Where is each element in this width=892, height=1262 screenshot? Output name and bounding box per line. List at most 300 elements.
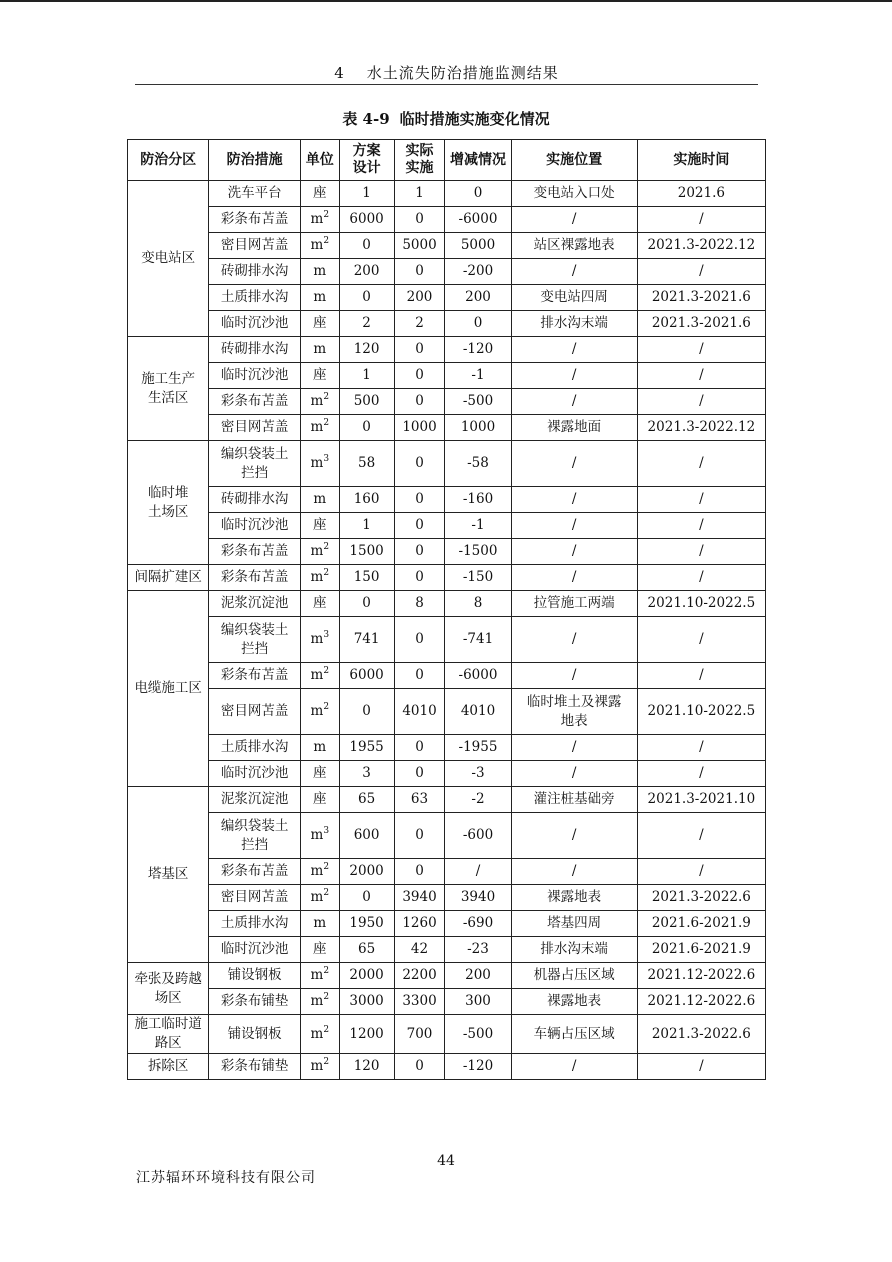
unit-cell: [300, 415, 339, 441]
actual-cell: 2: [394, 311, 445, 337]
location-cell: /: [511, 735, 637, 761]
location-cell: 裸露地面: [511, 415, 637, 441]
actual-cell: 0: [394, 617, 445, 663]
col-header-actual: 实际实施: [394, 140, 445, 181]
measure-cell: 彩条布苫盖: [209, 389, 301, 415]
location-cell: /: [511, 389, 637, 415]
unit-superscript: 3: [323, 826, 330, 836]
table-row: [128, 859, 766, 885]
unit-cell: [300, 539, 339, 565]
change-cell: -3: [445, 761, 511, 787]
unit-text: m: [310, 419, 324, 435]
unit-cell: [300, 937, 339, 963]
design-cell: 6000: [339, 663, 394, 689]
zone-cell: 间隔扩建区: [128, 565, 209, 591]
unit-text: m: [310, 543, 324, 559]
actual-cell: 63: [394, 787, 445, 813]
measure-cell: 彩条布苫盖: [209, 207, 301, 233]
time-cell: /: [637, 207, 765, 233]
col-header-zone: 防治分区: [128, 140, 209, 181]
unit-text: m: [310, 993, 324, 1009]
actual-cell: 0: [394, 565, 445, 591]
unit-cell: [300, 487, 339, 513]
location-cell: /: [511, 441, 637, 487]
design-cell: 200: [339, 259, 394, 285]
change-cell: 4010: [445, 689, 511, 735]
measure-cell: 编织袋装土拦挡: [209, 617, 301, 663]
unit-text: m: [310, 1025, 324, 1042]
unit-text: m: [313, 491, 327, 507]
change-cell: -741: [445, 617, 511, 663]
actual-cell: 700: [394, 1015, 445, 1054]
table-row: [128, 911, 766, 937]
table-row: [128, 363, 766, 389]
unit-cell: [300, 363, 339, 389]
header-rule: [135, 84, 758, 85]
change-cell: -200: [445, 259, 511, 285]
location-cell: 拉管施工两端: [511, 591, 637, 617]
measure-cell: 泥浆沉淀池: [209, 787, 301, 813]
actual-cell: 0: [394, 761, 445, 787]
measure-cell: 彩条布苫盖: [209, 565, 301, 591]
design-cell: 0: [339, 689, 394, 735]
table-row: [128, 181, 766, 207]
actual-cell: 0: [394, 441, 445, 487]
actual-cell: 0: [394, 539, 445, 565]
time-cell: /: [637, 617, 765, 663]
unit-superscript: 3: [323, 454, 330, 464]
unit-text: m: [313, 341, 327, 357]
change-cell: -1: [445, 363, 511, 389]
table-row: [128, 617, 766, 663]
unit-superscript: 2: [323, 666, 330, 676]
design-cell: 3: [339, 761, 394, 787]
actual-cell: 8: [394, 591, 445, 617]
unit-text: m: [310, 211, 324, 227]
location-cell: 裸露地表: [511, 989, 637, 1015]
change-cell: -120: [445, 337, 511, 363]
measure-cell: 铺设钢板: [209, 1015, 301, 1054]
table-row: [128, 1015, 766, 1054]
time-cell: 2021.3-2022.12: [637, 233, 765, 259]
zone-cell: 变电站区: [128, 181, 209, 337]
time-cell: 2021.3-2021.10: [637, 787, 765, 813]
actual-cell: 0: [394, 389, 445, 415]
measure-cell: 土质排水沟: [209, 735, 301, 761]
measure-cell: 砖砌排水沟: [209, 487, 301, 513]
measure-cell: 土质排水沟: [209, 285, 301, 311]
unit-superscript: 3: [323, 630, 330, 640]
unit-cell: [300, 787, 339, 813]
design-cell: 150: [339, 565, 394, 591]
page-header: [135, 62, 758, 83]
design-cell: 2000: [339, 963, 394, 989]
actual-cell: 3940: [394, 885, 445, 911]
unit-text: 座: [313, 791, 327, 807]
measure-cell: 临时沉沙池: [209, 761, 301, 787]
unit-superscript: 2: [323, 542, 330, 552]
measure-cell: 临时沉沙池: [209, 311, 301, 337]
col-header-measure: 防治措施: [209, 140, 301, 181]
zone-cell: 拆除区: [128, 1054, 209, 1080]
change-cell: -1955: [445, 735, 511, 761]
unit-superscript: 2: [323, 1024, 330, 1035]
unit-cell: [300, 1054, 339, 1080]
unit-superscript: 2: [323, 392, 330, 402]
table-row: [128, 689, 766, 735]
measure-cell: 彩条布铺垫: [209, 989, 301, 1015]
unit-text: 座: [313, 765, 327, 781]
unit-text: m: [310, 393, 324, 409]
unit-text: 座: [313, 941, 327, 957]
col-header-change: 增减情况: [445, 140, 511, 181]
unit-text: m: [313, 289, 327, 305]
time-cell: 2021.10-2022.5: [637, 689, 765, 735]
change-cell: -58: [445, 441, 511, 487]
unit-superscript: 2: [323, 236, 330, 246]
time-cell: 2021.6-2021.9: [637, 937, 765, 963]
actual-cell: 0: [394, 859, 445, 885]
measure-cell: 临时沉沙池: [209, 513, 301, 539]
table-row: [128, 389, 766, 415]
measure-cell: 彩条布苫盖: [209, 539, 301, 565]
unit-text: m: [310, 889, 324, 905]
page-number: 44: [437, 1153, 455, 1169]
measure-cell: 铺设钢板: [209, 963, 301, 989]
unit-text: m: [313, 263, 327, 279]
table-row: [128, 311, 766, 337]
change-cell: -500: [445, 389, 511, 415]
table-row: [128, 591, 766, 617]
zone-cell: 施工生产生活区: [128, 337, 209, 441]
table-row: [128, 761, 766, 787]
col-header-location: 实施位置: [511, 140, 637, 181]
table-row: [128, 937, 766, 963]
actual-cell: 0: [394, 663, 445, 689]
design-cell: 120: [339, 337, 394, 363]
design-cell: 1200: [339, 1015, 394, 1054]
zone-cell: 塔基区: [128, 787, 209, 963]
unit-cell: [300, 441, 339, 487]
change-cell: -2: [445, 787, 511, 813]
actual-cell: 1: [394, 181, 445, 207]
location-cell: 排水沟末端: [511, 937, 637, 963]
measure-cell: 临时沉沙池: [209, 937, 301, 963]
measure-cell: 密目网苫盖: [209, 415, 301, 441]
measure-cell: 彩条布苫盖: [209, 663, 301, 689]
change-cell: 3940: [445, 885, 511, 911]
unit-text: m: [313, 739, 327, 755]
unit-cell: [300, 591, 339, 617]
unit-cell: [300, 389, 339, 415]
location-cell: /: [511, 813, 637, 859]
measures-table: [127, 139, 766, 1080]
time-cell: /: [637, 389, 765, 415]
unit-cell: [300, 285, 339, 311]
company-name: 江苏辐环环境科技有限公司: [136, 1170, 316, 1186]
time-cell: 2021.3-2022.12: [637, 415, 765, 441]
location-cell: 临时堆土及裸露地表: [511, 689, 637, 735]
table-row: [128, 207, 766, 233]
unit-text: 座: [313, 185, 327, 201]
unit-text: m: [310, 703, 324, 719]
table-row: [128, 787, 766, 813]
unit-cell: [300, 181, 339, 207]
design-cell: 0: [339, 885, 394, 911]
actual-cell: 0: [394, 259, 445, 285]
change-cell: -1: [445, 513, 511, 539]
time-cell: /: [637, 259, 765, 285]
unit-text: m: [313, 915, 327, 931]
actual-cell: 0: [394, 363, 445, 389]
unit-cell: [300, 259, 339, 285]
unit-superscript: 2: [323, 862, 330, 872]
design-cell: 2: [339, 311, 394, 337]
zone-cell: 牵张及跨越场区: [128, 963, 209, 1015]
table-row: [128, 1054, 766, 1080]
unit-superscript: 2: [323, 888, 330, 898]
col-header-unit: 单位: [300, 140, 339, 181]
change-cell: -160: [445, 487, 511, 513]
measure-cell: 砖砌排水沟: [209, 259, 301, 285]
actual-cell: 2200: [394, 963, 445, 989]
design-cell: 65: [339, 937, 394, 963]
design-cell: 6000: [339, 207, 394, 233]
table-row: [128, 285, 766, 311]
measure-cell: 彩条布苫盖: [209, 859, 301, 885]
change-cell: 0: [445, 181, 511, 207]
unit-superscript: 2: [323, 418, 330, 428]
design-cell: 1: [339, 513, 394, 539]
unit-cell: [300, 337, 339, 363]
unit-cell: [300, 735, 339, 761]
change-cell: -600: [445, 813, 511, 859]
table-row: [128, 259, 766, 285]
unit-superscript: 2: [323, 568, 330, 578]
time-cell: /: [637, 859, 765, 885]
top-border: [0, 0, 892, 2]
actual-cell: 1260: [394, 911, 445, 937]
actual-cell: 1000: [394, 415, 445, 441]
unit-cell: [300, 859, 339, 885]
location-cell: /: [511, 259, 637, 285]
zone-cell: 临时堆土场区: [128, 441, 209, 565]
table-row: [128, 441, 766, 487]
location-cell: 变电站四周: [511, 285, 637, 311]
design-cell: 0: [339, 591, 394, 617]
design-cell: 0: [339, 415, 394, 441]
time-cell: /: [637, 487, 765, 513]
location-cell: /: [511, 207, 637, 233]
design-cell: 160: [339, 487, 394, 513]
unit-cell: [300, 689, 339, 735]
unit-text: m: [310, 569, 324, 585]
table-row: [128, 885, 766, 911]
unit-text: 座: [313, 367, 327, 383]
table-row: [128, 337, 766, 363]
location-cell: 机器占压区域: [511, 963, 637, 989]
actual-cell: 0: [394, 337, 445, 363]
design-cell: 1: [339, 363, 394, 389]
zone-cell: 电缆施工区: [128, 591, 209, 787]
actual-cell: 5000: [394, 233, 445, 259]
location-cell: 变电站入口处: [511, 181, 637, 207]
actual-cell: 4010: [394, 689, 445, 735]
change-cell: 8: [445, 591, 511, 617]
time-cell: /: [637, 663, 765, 689]
table-caption: [127, 108, 765, 129]
table-row: [128, 415, 766, 441]
measure-cell: 密目网苫盖: [209, 689, 301, 735]
design-cell: 120: [339, 1054, 394, 1080]
unit-superscript: 2: [323, 992, 330, 1002]
unit-cell: [300, 565, 339, 591]
unit-text: m: [310, 967, 324, 983]
location-cell: /: [511, 513, 637, 539]
location-cell: 裸露地表: [511, 885, 637, 911]
design-cell: 65: [339, 787, 394, 813]
location-cell: /: [511, 761, 637, 787]
actual-cell: 200: [394, 285, 445, 311]
design-cell: 1950: [339, 911, 394, 937]
change-cell: 300: [445, 989, 511, 1015]
unit-text: m: [310, 667, 324, 683]
time-cell: /: [637, 539, 765, 565]
design-cell: 1: [339, 181, 394, 207]
unit-cell: [300, 813, 339, 859]
chapter-number: 4: [334, 64, 345, 82]
location-cell: /: [511, 487, 637, 513]
location-cell: /: [511, 617, 637, 663]
unit-text: m: [310, 237, 324, 253]
table-body: [128, 181, 766, 1080]
unit-cell: [300, 311, 339, 337]
time-cell: /: [637, 813, 765, 859]
location-cell: /: [511, 1054, 637, 1080]
unit-text: m: [310, 863, 324, 879]
change-cell: -23: [445, 937, 511, 963]
design-cell: 3000: [339, 989, 394, 1015]
unit-text: 座: [313, 517, 327, 533]
unit-cell: [300, 233, 339, 259]
design-cell: 500: [339, 389, 394, 415]
table-row: [128, 539, 766, 565]
actual-cell: 0: [394, 513, 445, 539]
time-cell: /: [637, 337, 765, 363]
change-cell: 0: [445, 311, 511, 337]
design-cell: 58: [339, 441, 394, 487]
time-cell: /: [637, 513, 765, 539]
table-title: 临时措施实施变化情况: [399, 110, 550, 128]
time-cell: /: [637, 735, 765, 761]
time-cell: /: [637, 761, 765, 787]
unit-cell: [300, 663, 339, 689]
location-cell: 车辆占压区域: [511, 1015, 637, 1054]
unit-cell: [300, 963, 339, 989]
design-cell: 1955: [339, 735, 394, 761]
table-row: [128, 663, 766, 689]
change-cell: -690: [445, 911, 511, 937]
design-cell: 2000: [339, 859, 394, 885]
change-cell: -500: [445, 1015, 511, 1054]
unit-cell: [300, 911, 339, 937]
location-cell: /: [511, 337, 637, 363]
change-cell: 5000: [445, 233, 511, 259]
actual-cell: 0: [394, 487, 445, 513]
table-number: 表 4-9: [342, 110, 390, 128]
measure-cell: 泥浆沉淀池: [209, 591, 301, 617]
time-cell: 2021.6: [637, 181, 765, 207]
measure-cell: 砖砌排水沟: [209, 337, 301, 363]
design-cell: 600: [339, 813, 394, 859]
location-cell: 排水沟末端: [511, 311, 637, 337]
measure-cell: 密目网苫盖: [209, 233, 301, 259]
table-row: [128, 989, 766, 1015]
unit-text: m: [310, 631, 324, 647]
location-cell: /: [511, 565, 637, 591]
table-header-row: [128, 140, 766, 181]
time-cell: 2021.10-2022.5: [637, 591, 765, 617]
table-row: [128, 735, 766, 761]
unit-text: 座: [313, 315, 327, 331]
unit-cell: [300, 513, 339, 539]
measure-cell: 编织袋装土拦挡: [209, 813, 301, 859]
zone-cell: 施工临时道路区: [128, 1015, 209, 1054]
change-cell: 200: [445, 963, 511, 989]
time-cell: /: [637, 441, 765, 487]
design-cell: 741: [339, 617, 394, 663]
table-row: [128, 513, 766, 539]
table-row: [128, 487, 766, 513]
location-cell: 塔基四周: [511, 911, 637, 937]
col-header-design: 方案设计: [339, 140, 394, 181]
unit-text: 座: [313, 595, 327, 611]
location-cell: 站区裸露地表: [511, 233, 637, 259]
unit-superscript: 2: [323, 1057, 330, 1067]
design-cell: 0: [339, 285, 394, 311]
change-cell: -1500: [445, 539, 511, 565]
measure-cell: 密目网苫盖: [209, 885, 301, 911]
unit-cell: [300, 989, 339, 1015]
change-cell: -6000: [445, 207, 511, 233]
change-cell: 200: [445, 285, 511, 311]
change-cell: -120: [445, 1054, 511, 1080]
time-cell: 2021.12-2022.6: [637, 963, 765, 989]
actual-cell: 0: [394, 813, 445, 859]
unit-cell: [300, 761, 339, 787]
unit-superscript: 2: [323, 702, 330, 712]
actual-cell: 0: [394, 207, 445, 233]
design-cell: 1500: [339, 539, 394, 565]
unit-text: m: [310, 827, 324, 843]
time-cell: 2021.3-2022.6: [637, 1015, 765, 1054]
time-cell: /: [637, 565, 765, 591]
unit-cell: [300, 207, 339, 233]
change-cell: /: [445, 859, 511, 885]
actual-cell: 3300: [394, 989, 445, 1015]
time-cell: /: [637, 1054, 765, 1080]
time-cell: /: [637, 363, 765, 389]
measure-cell: 编织袋装土拦挡: [209, 441, 301, 487]
unit-superscript: 2: [323, 966, 330, 976]
actual-cell: 0: [394, 1054, 445, 1080]
unit-text: m: [310, 1058, 324, 1074]
change-cell: 1000: [445, 415, 511, 441]
location-cell: /: [511, 539, 637, 565]
chapter-title: 水土流失防治措施监测结果: [366, 64, 559, 82]
location-cell: 灌注桩基础旁: [511, 787, 637, 813]
table-row: [128, 813, 766, 859]
